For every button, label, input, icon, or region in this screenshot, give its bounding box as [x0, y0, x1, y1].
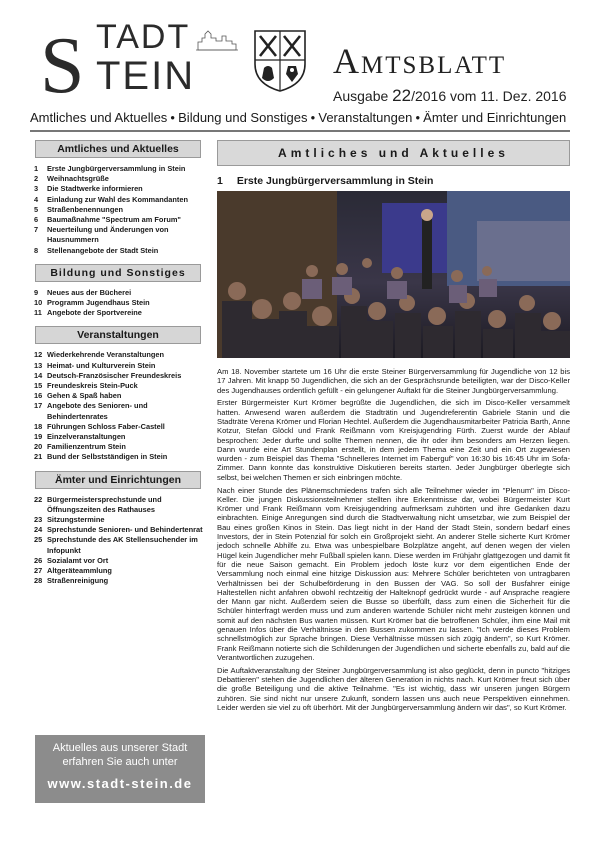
toc-item: 22 Bürgermeistersprechstunde und Öffnungszeiten des Rathauses	[34, 494, 162, 514]
toc-item: 8 Stellenangebote der Stadt Stein	[34, 245, 159, 255]
promo-line-2: erfahren Sie auch unter	[62, 756, 178, 768]
category-veranstaltungen: Veranstaltungen	[318, 110, 413, 125]
toc-item: 24 Sprechstunde Senioren- und Behindertenrat	[34, 525, 203, 535]
coat-of-arms-icon	[252, 28, 308, 94]
toc-item: 27 Altgeräteammlung	[34, 566, 112, 576]
toc-item: 10 Programm Jugendhaus Stein	[34, 298, 150, 308]
logo-word-tein: TEIN	[96, 54, 196, 98]
logo-letter-s: S	[40, 22, 85, 110]
toc-item: 19 Einzelveranstaltungen	[34, 432, 126, 442]
toc-item: 25 Sprechstunde des AK Stellensuchender im Infopunkt	[34, 535, 198, 555]
issue-prefix: Ausgabe	[333, 88, 393, 104]
article-paragraph: Am 18. November startete um 16 Uhr die erste Steiner Bürgerversammlung für Jugendliche von 12 bis 17 Jahren. Mit knapp 50 Jugendlichen, die sich an der Gesprächsrunde beteiligten, war der Disco-Keller des Jugendhauses ordentlich gefüllt - ein gelungener Auftakt für die Steiner Jungbürgerversammlung.	[217, 367, 570, 395]
toc-item: 26 Sozialamt vor Ort	[34, 555, 109, 565]
masthead	[0, 0, 600, 110]
toc-item: 13 Heimat- und Kulturverein Stein	[34, 360, 156, 370]
toc-section-heading: Amtliches und Aktuelles	[35, 140, 201, 158]
toc-item: 12 Wiederkehrende Veranstaltungen	[34, 350, 164, 360]
toc-item: 3 Die Stadtwerke informieren	[34, 184, 143, 194]
article-title-text: Erste Jungbürgerversammlung in Stein	[236, 175, 434, 187]
castle-outline-icon	[196, 30, 238, 52]
toc-list	[34, 350, 207, 462]
article-paragraph: Nach einer Stunde des Plänemschmiedens trafen sich alle Teilnehmer wieder im "Plenum" im Disco-Keller. Die jungen Diskussionsteilnehmer stellten ihre Erkenntnisse dar, wobei Bürgermeister Kurt Krömer und Frank Reißmann vom Kreisjugendring aufmerksam zuhörten und ihre Gedanken dazu einbrachten. Einige Anregungen sind durch die Stadtverwaltung nicht umsetzbar, wie zum Beispiel der Bau eines großen Kinos in Stein. Das liegt nicht in der Hand der Stadt Stein, sondern bedarf eines Investors, der in Stein Potenzial für solch ein Großprojekt sieht. An anderer Stelle sicherte Kurt Krömer jedoch schnelle Abhilfe zu. Etwa was unbespielbare Bolzplätze angeht, auf denen wegen der vielen Hügel kein Jugendlicher mehr Fußball spielen kann. Diese werden im Frühjahr glattgezogen und damit fit für die neue Saison gemacht. Ein Problem jedoch löste kurz vor dem eigentlichen Ende der Versammlung noch einmal eine hitzige Diskussion aus: Mehrere Schüler berichteten von untragbaren Verhältnissen bei der Schulbeförderung in den Bussen der VAG. So soll der Busfahrer einige Haltestellen nicht anfahren obwohl rechtzeitig der Halteknopf gedrückt wurde - auf Ansprache reagiere der Mann gar nicht. Außerdem seien die Busse so überfüllt, dass zum einen die Sicherheit für die Schüler hinterfragt werden muss und zum anderen wartende Schüler nicht mehr zusteigen können und somit auf den nächsten Bus warten müssen. Kurt Krömer bat die betroffenen Schüler, ihm eine Mail mit genauen Infos über die Verhältnisse in den Bussen zukommen zu lassen. "Ich werde dieses Problem schnellstmöglich zur Sprache bringen. Diese Verhältnisse müssen sich zügig ändern", so Kurt Krömer. Frank Reißmann notierte sich die Schilderungen der Jugendlichen und sicherte ebenfalls zu, bald auf die Verantwortlichen zuzugehen.	[217, 485, 570, 662]
table-of-contents	[30, 140, 207, 800]
article-title	[217, 175, 570, 187]
publication-title: Amtsblatt	[333, 41, 507, 81]
toc-item: 21 Bund der Selbstständigen in Stein	[34, 452, 168, 462]
issue-number: 22	[392, 86, 412, 105]
toc-section-heading: Veranstaltungen	[35, 326, 201, 344]
bullet-icon: ●	[310, 113, 316, 122]
toc-item: 1 Erste Jungbürgerversammlung in Stein	[34, 164, 186, 173]
toc-item: 6 Baumaßnahme "Spectrum am Forum"	[34, 215, 181, 225]
website-promo-box	[35, 735, 205, 803]
article-body	[217, 367, 570, 712]
toc-item: 16 Gehen & Spaß haben	[34, 391, 122, 401]
category-bar	[30, 110, 570, 132]
article-paragraph: Die Auftaktveranstaltung der Steiner Jungbürgerversammlung ist also geglückt, denn in puncto "hitziges Debattieren" stehen die Jugendlichen der älteren Generation in nichts nach. Kurt Krömer freut sich über die große Beteiligung und die aktive Teilnahme. "Es ist wichtig, dass wir unseren jungen Bürgern zuhören. Sie sind nicht nur unsere Zukunft, sondern lassen uns auch neue Perspektiven einnehmen. Leider werden sie viel zu oft überhört. Mit der Jungbürgerversammlung ändern wir das", so Kurt Krömer.	[217, 665, 570, 712]
toc-item: 17 Angebote des Senioren- und Behindertenrates	[34, 401, 148, 421]
toc-list	[34, 164, 207, 256]
toc-item: 18 Führungen Schloss Faber-Castell	[34, 421, 165, 431]
toc-list	[34, 288, 207, 319]
logo-word-tadt: TADT	[96, 18, 191, 56]
promo-line-1: Aktuelles aus unserer Stadt	[52, 742, 188, 754]
main-column	[217, 140, 570, 716]
toc-item: 5 Straßenbenennungen	[34, 204, 123, 214]
category-aemter: Ämter und Einrichtungen	[423, 110, 567, 125]
toc-item: 7 Neuerteilung und Änderungen von Hausnummern	[34, 225, 169, 245]
toc-item: 2 Weihnachtsgrüße	[34, 174, 109, 184]
toc-item: 14 Deutsch-Französischer Freundeskreis	[34, 370, 182, 380]
toc-item: 23 Sitzungstermine	[34, 515, 105, 525]
toc-item: 9 Neues aus der Bücherei	[34, 287, 132, 297]
toc-section-heading: Ämter und Einrichtungen	[35, 471, 201, 489]
toc-item: 20 Familienzentrum Stein	[34, 442, 126, 452]
article-number: 1	[217, 175, 223, 187]
issue-line	[333, 86, 567, 106]
bullet-icon: ●	[415, 113, 421, 122]
issue-date: /2016 vom 11. Dez. 2016	[411, 88, 567, 104]
section-heading: Amtliches und Aktuelles	[217, 140, 570, 166]
toc-item: 15 Freundeskreis Stein-Puck	[34, 381, 138, 391]
toc-section-heading: Bildung und Sonstiges	[35, 264, 201, 282]
category-amtliches: Amtliches und Aktuelles	[30, 110, 168, 125]
website-link[interactable]: www.stadt-stein.de	[47, 776, 193, 791]
category-bildung: Bildung und Sonstiges	[178, 110, 308, 125]
toc-item: 4 Einladung zur Wahl des Kommandanten	[34, 194, 188, 204]
toc-item: 28 Straßenreinigung	[34, 576, 109, 586]
toc-item: 11 Angebote der Sportvereine	[34, 308, 142, 318]
event-photo	[217, 191, 570, 358]
bullet-icon: ●	[170, 113, 176, 122]
article-paragraph: Erster Bürgermeister Kurt Krömer begrüßte die Jugendlichen, die sich im Disco-Keller versammelt hatten. Anwesend waren außerdem die Stadträtin und Jugendreferentin Gabriele Stanin und die Stadträte Verena Krömer und Florian Hechtel. Außerdem die Jugendhausmitarbeiter Patricia Barth, Anne Kotzur, Stefan Glöckl und Frank Reißmann vom Kreisjugendring Fürth. Zuerst wurde der Ablauf besprochen: Jeder durfte und sollte Themen nennen, die ihr oder ihm besonders am Herzen liegen. Dann wurde eine Art Stundenplan erstellt, in dem jedem Thema eine Zeit und ein Ort zugewiesen wurden - zum Beispiel das Thema "Schnelleres Internet im Faberguf" von 16:30 bis 16:45 Uhr im Sofa-Zimmer. Dann konnte das konstruktive Diskutieren bereits starten. Jeder Jungbürger überlegte sich selbst, bei welchen Themen er sich einbringen möchte.	[217, 398, 570, 482]
toc-list	[34, 495, 207, 587]
